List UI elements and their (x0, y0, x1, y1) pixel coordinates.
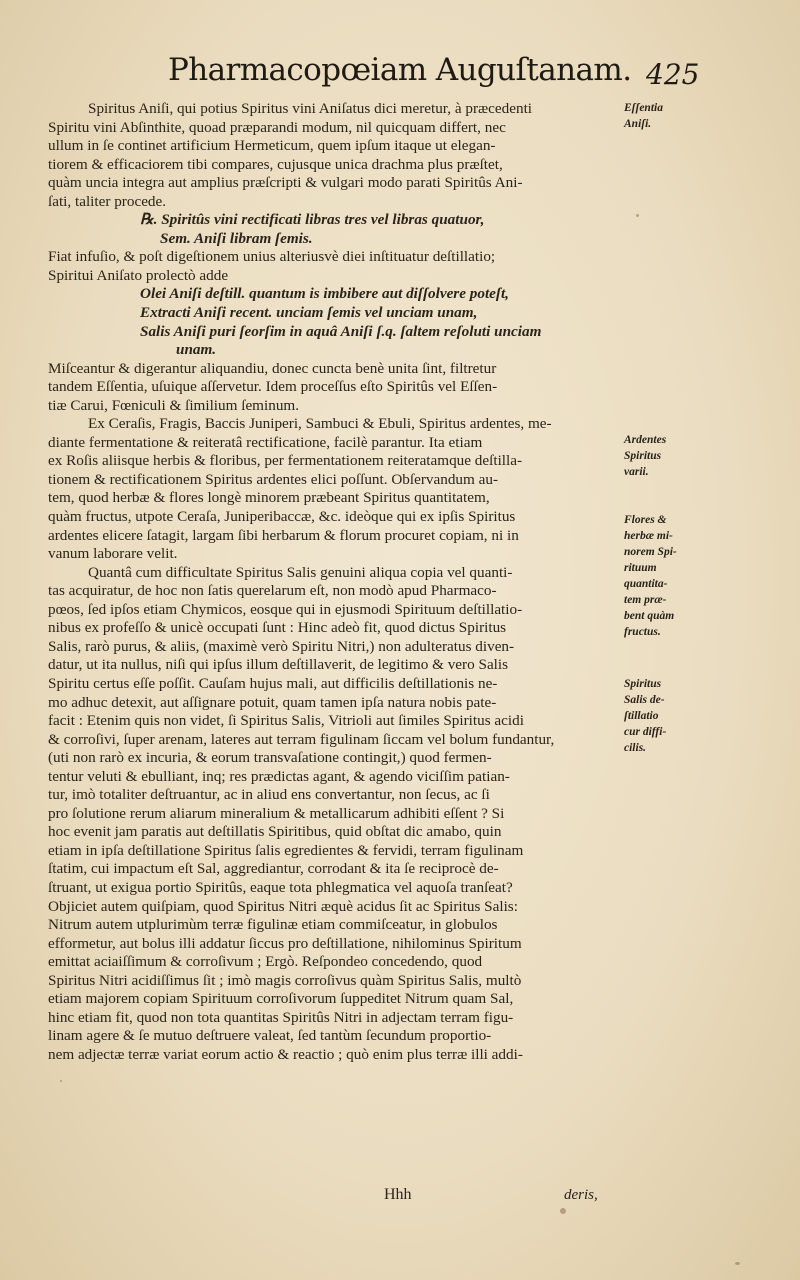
text-line: hoc evenit jam paratis aut deſtillatis Spiritibus, quid obſtat dic amabo, quin (48, 823, 502, 841)
text-line: Spiritus Aniſi, qui potius Spiritus vini Aniſatus dici meretur, à præcedenti (88, 100, 533, 117)
text-line: efformetur, aut bolus illi addatur ſiccus pro deſtillatione, nihilominus Spiritum (48, 934, 522, 952)
margin-note-line: fructus. (624, 626, 661, 638)
signature-mark: Hhh (384, 1186, 412, 1203)
text-line: Nitrum autem utplurimùm terræ figulinæ etiam commiſceatur, in globulos (48, 916, 498, 934)
text-line: Spiritu certus eſſe poſſit. Cauſam hujus mali, aut difficilis deſtillationis ne- (48, 674, 498, 692)
text-line: tentur veluti & ebulliant, inq; res prædictas agant, & agendo viciſſim patian- (48, 767, 510, 785)
text-line: tandem Eſſentia, uſuique aſſervetur. Idem proceſſus eſto Spiritûs vel Eſſen- (48, 378, 498, 396)
paper-speck (636, 214, 639, 217)
margin-note-line: rituum (624, 562, 657, 574)
text-line: nibus ex profeſſo & unicè occupati ſunt : Hinc adeò fit, quod dictus Spiritus (48, 619, 507, 637)
text-line: pro ſolutione rerum aliarum mineralium & metallicarum adhibiti eſſent ? Si (48, 804, 505, 822)
margin-note-line: Flores & (624, 514, 667, 526)
text-line: ullum in ſe continet artificium Hermeticum, quem ipſum itaque ut elegan- (48, 137, 496, 155)
margin-note-line: ſtillatio (624, 710, 659, 722)
text-line: Salis, rarò purus, & aliis, (maximè verò Spiritu Nitri,) non adulteratus diven- (48, 637, 515, 655)
recipe-line: Salis Aniſi puri ſeorſim in aquâ Aniſi ſ.q. ſaltem reſoluti unciam (140, 322, 542, 340)
text-line: Objiciet autem quiſpiam, quod Spiritus Nitri æquè acidus ſit ac Spiritus Salis: (48, 897, 518, 915)
recipe-line: Extracti Aniſi recent. unciam ſemis vel unciam unam, (140, 304, 478, 322)
margin-note-line: tem præ- (624, 594, 667, 606)
text-line: (uti non rarò ex incuria, & eorum transvaſatione contingit,) quod fermen- (48, 749, 492, 767)
text-line: tiorem & efficaciorem tibi compares, cujusque unica drachma plus præſtet, (48, 155, 503, 173)
margin-note-line: Spiritus (624, 678, 662, 690)
page-number: 425 (646, 58, 700, 91)
margin-note-line: Ardentes (624, 434, 667, 446)
margin-note-line: varii. (624, 466, 649, 478)
text-line: Ex Ceraſis, Fragis, Baccis Juniperi, Sambuci & Ebuli, Spiritus ardentes, me- (88, 415, 552, 433)
paper-speck (735, 1262, 740, 1265)
text-line (48, 1064, 616, 1083)
recipe-line: Olei Aniſi deſtill. quantum is imbibere aut diſſolvere poteſt, (140, 285, 509, 303)
text-line: & corroſivi, ſuper arenam, lateres aut terram figulinam ſiccam vel bolum fundantur, (48, 730, 555, 748)
text-line: nem adjectæ terræ variat eorum actio & reactio ; quò enim plus terræ illi addi- (48, 1045, 523, 1063)
margin-note-ardentes-spiritus (624, 432, 708, 480)
text-line: datur, ut ita nullus, niſi qui ipſus illum deſtillaverit, de legitimo & vero Salis (48, 656, 509, 674)
text-line: quàm fructus, utpote Ceraſa, Juniperibaccæ, &c. ideòque qui ex ipſis Spiritus (48, 508, 516, 526)
text-line: Spiritu vini Abſinthite, quoad præparandi modum, nil quicquam differt, nec (48, 118, 506, 136)
text-line: Quantâ cum difficultate Spiritus Salis genuini aliqua copia vel quanti- (88, 563, 513, 581)
margin-note-flores-herbae (624, 512, 708, 640)
text-line: Spiritus Nitri acidiſſimus ſit ; imò magis corroſivus quàm Spiritus Salis, multò (48, 971, 522, 989)
text-line: Spiritui Aniſato prolectò adde (48, 266, 229, 284)
text-line: tiæ Carui, Fœniculi & ſimilium ſeminum. (48, 396, 300, 414)
text-line: ardentes elicere ſatagit, largam ſibi herbarum & florum procuret copiam, ni in (48, 526, 519, 544)
page-header (0, 52, 800, 98)
text-line: tionem & rectificationem Spiritus ardentes elici poſſunt. Obſervandum au- (48, 470, 499, 488)
main-text-column (48, 100, 616, 1083)
text-line: facit : Etenim quis non videt, ſi Spiritus Salis, Vitrioli aut ſimiles Spiritus acidi (48, 712, 524, 730)
text-line: ſati, taliter procede. (48, 192, 167, 210)
catchword: deris, (564, 1187, 598, 1203)
text-line: ex Roſis aliisque herbis & floribus, per fermentationem reiteratamque deſtilla- (48, 452, 523, 470)
margin-note-line: Aniſi. (624, 118, 652, 130)
margin-note-line: bent quàm (624, 610, 675, 622)
margin-note-line: Spiritus (624, 450, 662, 462)
margin-note-line: cur diffi- (624, 726, 667, 738)
margin-note-line: norem Spi- (624, 546, 677, 558)
text-line: tur, imò totaliter deſtruantur, ac in aliud ens convertantur, non ſecus, ac ſi (48, 786, 490, 804)
text-line: ſtatim, cui impactum eſt Sal, aggrediantur, corrodant & ita ſe reciprocè de- (48, 860, 499, 878)
text-line: linam agere & ſe mutuo deſtruere valeat, ſed tantùm ſecundum proportio- (48, 1027, 492, 1045)
text-line: vanum laborare velit. (48, 545, 178, 563)
text-line: diante fermentatione & reiteratâ rectificatione, facilè parantur. Ita etiam (48, 433, 483, 451)
margin-note-line: cilis. (624, 742, 647, 754)
margin-note-line: quantita- (624, 578, 668, 590)
text-line: emittat aciaiſſimum & corroſivum ; Ergò. Reſpondeo concedendo, quod (48, 953, 483, 971)
recipe-line: unam. (176, 341, 217, 359)
text-line: tas acquiratur, de hoc non ſatis querelarum eſt, non modò apud Pharmaco- (48, 582, 497, 600)
paper-speck (60, 1080, 62, 1082)
text-line: pœos, ſed ipſos etiam Chymicos, eosque qui in ejusmodi Spirituum deſtillatio- (48, 600, 523, 618)
text-line: ſtruant, ut exigua portio Spiritûs, eaque tota phlegmatica vel aquoſa tranſeat? (48, 878, 513, 896)
text-line: etiam in ipſa deſtillatione Spiritus ſalis egredientes & fervidi, terram figulinam (48, 841, 524, 859)
text-line: Fiat infuſio, & poſt digeſtionem unius alteriusvè diei inſtituatur deſtillatio; (48, 248, 496, 266)
running-head: Pharmacopœiam Auguſtanam. (168, 52, 632, 88)
text-line: Miſceantur & digerantur aliquandiu, donec cuncta benè unita ſint, filtretur (48, 359, 497, 377)
margin-note-line: Eſſentia (624, 102, 663, 114)
recipe-line: ℞. Spiritûs vini rectificati libras tres vel libras quatuor, (140, 211, 485, 229)
margin-note-line: Salis de- (624, 694, 665, 706)
text-line: hinc etiam fit, quod non tota quantitas Spiritûs Nitri in adjectam terram figu- (48, 1008, 514, 1026)
margin-note-line: herbæ mi- (624, 530, 673, 542)
margin-note-essentia-anisi (624, 100, 708, 132)
margin-note-spiritus-salis (624, 676, 708, 756)
paper-speck (560, 1208, 566, 1214)
text-line: quàm uncia integra aut amplius præſcripti & vulgari modo parati Spiritûs Ani- (48, 174, 523, 192)
text-line: mo adhuc detexit, aut aſſignare potuit, quam tamen ipſa natura nobis pate- (48, 693, 497, 711)
text-line: etiam majorem copiam Spirituum corroſivorum ſuppeditet Nitrum quam Sal, (48, 990, 514, 1008)
text-line: tem, quod herbæ & flores longè minorem præbeant Spiritus quantitatem, (48, 489, 490, 507)
recipe-line: Sem. Aniſi libram ſemis. (160, 229, 313, 247)
